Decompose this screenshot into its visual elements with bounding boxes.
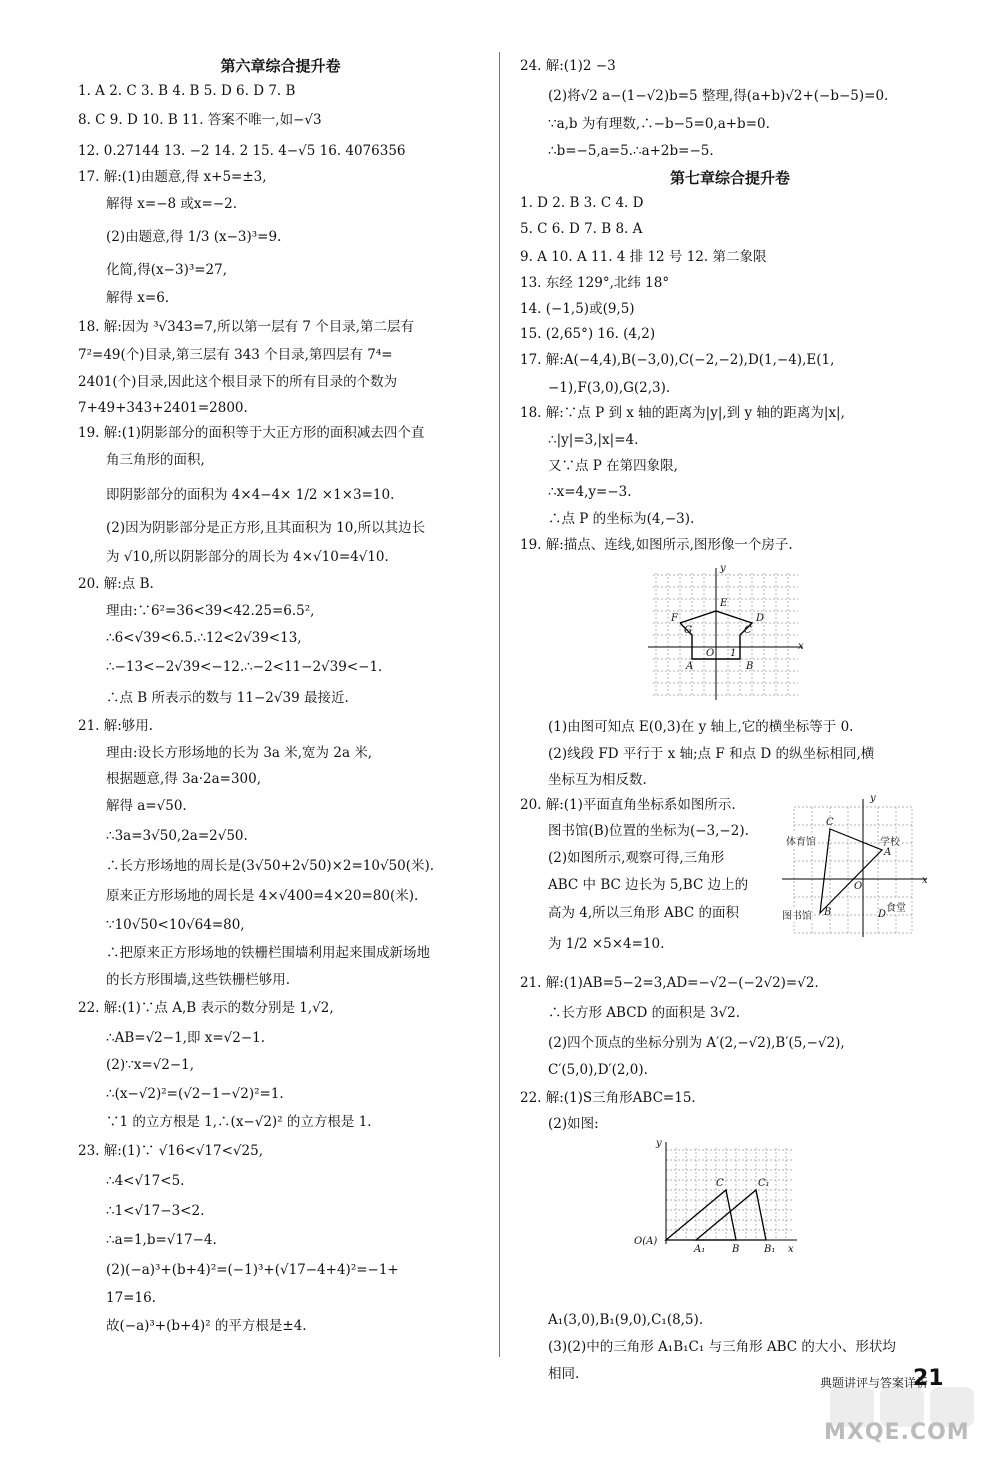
answer-line: ∴AB=√2−1,即 x=√2−1. [106, 1030, 266, 1046]
answer-line: 2401(个)目录,因此这个根目录下的所有目录的个数为 [78, 374, 398, 390]
answer-line: 24. 解:(1)2 −3 [520, 58, 616, 74]
answer-line: C′(5,0),D′(2,0). [548, 1062, 648, 1078]
answer-line: 21. 解:够用. [78, 718, 154, 734]
figure-22-labels [634, 1138, 802, 1265]
answer-line: 8. C 9. D 10. B 11. 答案不唯一,如−√3 [78, 112, 322, 128]
fig20-label: O [854, 881, 863, 892]
footer-title: 典题讲评与答案详析 [820, 1376, 929, 1390]
answer-line: 20. 解:(1)平面直角坐标系如图所示. [520, 797, 736, 813]
fig22-label: C [716, 1178, 724, 1189]
answer-line: 21. 解:(1)AB=5−2=3,AD=−√2−(−2√2)=√2. [520, 975, 819, 991]
answer-line: 理由:设长方形场地的长为 3a 米,宽为 2a 米, [106, 745, 373, 761]
answer-line: 17=16. [106, 1290, 156, 1306]
answer-line: (3)(2)中的三角形 A₁B₁C₁ 与三角形 ABC 的大小、形状均 [548, 1339, 896, 1355]
section-heading: 第七章综合提升卷 [669, 169, 790, 187]
answer-line: 相同. [548, 1366, 580, 1382]
answer-line: 高为 4,所以三角形 ABC 的面积 [548, 905, 740, 921]
fig22-label: y [656, 1138, 662, 1149]
fig20-label: C [826, 817, 834, 828]
answer-line: 22. 解:(1)∵点 A,B 表示的数分别是 1,√2, [78, 1000, 334, 1016]
answer-line: 原来正方形场地的周长是 4×√400=4×20=80(米). [106, 888, 419, 904]
answer-line: 23. 解:(1)∵ √16<√17<√25, [78, 1143, 263, 1159]
answer-line: ∴长方形场地的周长是(3√50+2√50)×2=10√50(米). [106, 858, 435, 874]
answer-line: ∴点 B 所表示的数与 11−2√39 最接近. [106, 690, 349, 706]
answer-line: 解得 x=6. [106, 290, 170, 306]
answer-line: ∴4<√17<5. [106, 1173, 185, 1189]
answer-line: 14. (−1,5)或(9,5) [520, 301, 635, 317]
answer-line: ∴1<√17−3<2. [106, 1203, 205, 1219]
fig19-label: y [720, 563, 726, 574]
answer-line: 19. 解:描点、连线,如图所示,图形像一个房子. [520, 537, 793, 553]
fig22-label: B [732, 1244, 740, 1255]
fig20-label: x [922, 875, 928, 886]
answer-line: 7+49+343+2401=2800. [78, 400, 248, 416]
answer-line: 1. D 2. B 3. C 4. D [520, 195, 644, 211]
fig20-label: 图书馆 [782, 907, 812, 922]
answer-line: (2)四个顶点的坐标分别为 A′(2,−√2),B′(5,−√2), [548, 1035, 845, 1051]
answer-line: 为 √10,所以阴影部分的周长为 4×√10=4√10. [106, 549, 389, 565]
section-heading: 第六章综合提升卷 [220, 57, 341, 75]
answer-line: 12. 0.27144 13. −2 14. 2 15. 4−√5 16. 4076356 [78, 143, 406, 159]
answer-line: (2)线段 FD 平行于 x 轴;点 F 和点 D 的纵坐标相同,横 [548, 746, 875, 762]
answer-line: 18. 解:因为 ³√343=7,所以第一层有 7 个目录,第二层有 [78, 319, 415, 335]
answer-line: ∴(x−√2)²=(√2−1−√2)²=1. [106, 1086, 284, 1102]
answer-line: (2)如图所示,观察可得,三角形 [548, 850, 725, 866]
answer-line: 15. (2,65°) 16. (4,2) [520, 326, 656, 342]
answer-line: 为 1/2 ×5×4=10. [548, 936, 665, 952]
answer-line: 即阴影部分的面积为 4×4−4× 1/2 ×1×3=10. [106, 487, 395, 503]
answer-line: ∵a,b 为有理数,∴−b−5=0,a+b=0. [548, 116, 770, 132]
answer-line: 根据题意,得 3a·2a=300, [106, 771, 262, 787]
answer-line: ∴3a=3√50,2a=2√50. [106, 828, 248, 844]
answer-line: ∴|y|=3,|x|=4. [548, 432, 639, 448]
answer-line: 解得 x=−8 或x=−2. [106, 196, 238, 212]
answer-line: ∴6<√39<6.5.∴12<2√39<13, [106, 630, 302, 646]
fig19-label: x [798, 641, 804, 652]
answer-line: 22. 解:(1)S三角形ABC=15. [520, 1090, 696, 1106]
answer-line: ∴把原来正方形场地的铁栅栏围墙利用起来围成新场地 [106, 945, 430, 961]
fig20-label: 学校 [880, 833, 900, 848]
answer-line: 角三角形的面积, [106, 452, 205, 468]
answer-line: 的长方形围墙,这些铁栅栏够用. [106, 972, 291, 988]
fig19-label: C [744, 625, 752, 636]
answer-line: −1),F(3,0),G(2,3). [548, 380, 671, 396]
answer-line: A₁(3,0),B₁(9,0),C₁(8,5). [548, 1312, 704, 1328]
answer-line: 17. 解:A(−4,4),B(−3,0),C(−2,−2),D(1,−4),E(1, [520, 352, 835, 368]
fig19-label: G [684, 625, 692, 636]
answer-line: 理由:∵6²=36<39<42.25=6.5², [106, 603, 315, 619]
fig20-label: 体育馆 [786, 833, 816, 848]
answer-line: ∴−13<−2√39<−12.∴−2<11−2√39<−1. [106, 659, 383, 675]
answer-line: 19. 解:(1)阴影部分的面积等于大正方形的面积减去四个直 [78, 425, 425, 441]
fig19-label: 1 [730, 648, 737, 659]
fig22-label: C₁ [758, 1178, 770, 1189]
answer-line: (1)由图可知点 E(0,3)在 y 轴上,它的横坐标等于 0. [548, 719, 854, 735]
answer-line: 故(−a)³+(b+4)² 的平方根是±4. [106, 1318, 307, 1334]
answer-line: (2)如图: [548, 1116, 599, 1132]
answer-line: 化简,得(x−3)³=27, [106, 262, 228, 278]
fig19-label: O [706, 648, 715, 659]
fig20-label: B [824, 907, 832, 918]
figure-19-labels [648, 565, 808, 705]
answer-line: (2)将√2 a−(1−√2)b=5 整理,得(a+b)√2+(−b−5)=0. [548, 88, 889, 104]
fig19-label: E [720, 598, 728, 609]
answer-line: 7²=49(个)目录,第三层有 343 个目录,第四层有 7⁴= [78, 347, 393, 363]
answer-line: ∴长方形 ABCD 的面积是 3√2. [548, 1005, 741, 1021]
figure-20-labels [782, 795, 932, 940]
answer-line: ∴点 P 的坐标为(4,−3). [548, 511, 695, 527]
fig22-label: B₁ [764, 1244, 776, 1255]
fig19-label: B [746, 661, 754, 672]
answer-line: ∴b=−5,a=5.∴a+2b=−5. [548, 143, 714, 159]
fig19-label: F [671, 613, 678, 624]
fig20-label: A [884, 847, 892, 858]
answer-line: 解得 a=√50. [106, 798, 187, 814]
page-number: 21 [913, 1366, 944, 1391]
answer-line: 9. A 10. A 11. 4 排 12 号 12. 第二象限 [520, 249, 767, 265]
answer-line: ∵1 的立方根是 1,∴(x−√2)² 的立方根是 1. [106, 1114, 372, 1130]
answer-line: (2)由题意,得 1/3 (x−3)³=9. [106, 229, 282, 245]
answer-line: 5. C 6. D 7. B 8. A [520, 221, 643, 237]
fig19-label: A [686, 661, 694, 672]
answer-line: 18. 解:∵点 P 到 x 轴的距离为|y|,到 y 轴的距离为|x|, [520, 405, 845, 421]
fig20-label: y [870, 793, 876, 804]
fig22-label: O(A) [634, 1236, 658, 1247]
answer-line: 又∵点 P 在第四象限, [548, 458, 678, 474]
watermark-text: MXQE.COM [824, 1420, 970, 1445]
answer-line: 13. 东经 129°,北纬 18° [520, 275, 670, 291]
answer-line: (2)(−a)³+(b+4)²=(−1)³+(√17−4+4)²=−1+ [106, 1262, 399, 1278]
answer-line: (2)∵x=√2−1, [106, 1057, 195, 1073]
fig20-label: 食堂 [886, 899, 906, 914]
answer-line: 1. A 2. C 3. B 4. B 5. D 6. D 7. B [78, 83, 296, 99]
answer-line: (2)因为阴影部分是正方形,且其面积为 10,所以其边长 [106, 520, 426, 536]
fig19-label: D [756, 613, 765, 624]
fig22-label: x [788, 1244, 794, 1255]
answer-line: ∵10√50<10√64=80, [106, 917, 245, 933]
answer-line: 图书馆(B)位置的坐标为(−3,−2). [548, 823, 749, 839]
answer-line: 坐标互为相反数. [548, 772, 647, 788]
fig20-label: D [878, 909, 887, 920]
answer-line: 17. 解:(1)由题意,得 x+5=±3, [78, 169, 267, 185]
answer-line: 20. 解:点 B. [78, 576, 154, 592]
answer-line: ABC 中 BC 边长为 5,BC 边上的 [548, 877, 749, 893]
fig22-label: A₁ [694, 1244, 706, 1255]
answer-line: ∴x=4,y=−3. [548, 484, 632, 500]
answer-line: ∴a=1,b=√17−4. [106, 1232, 217, 1248]
